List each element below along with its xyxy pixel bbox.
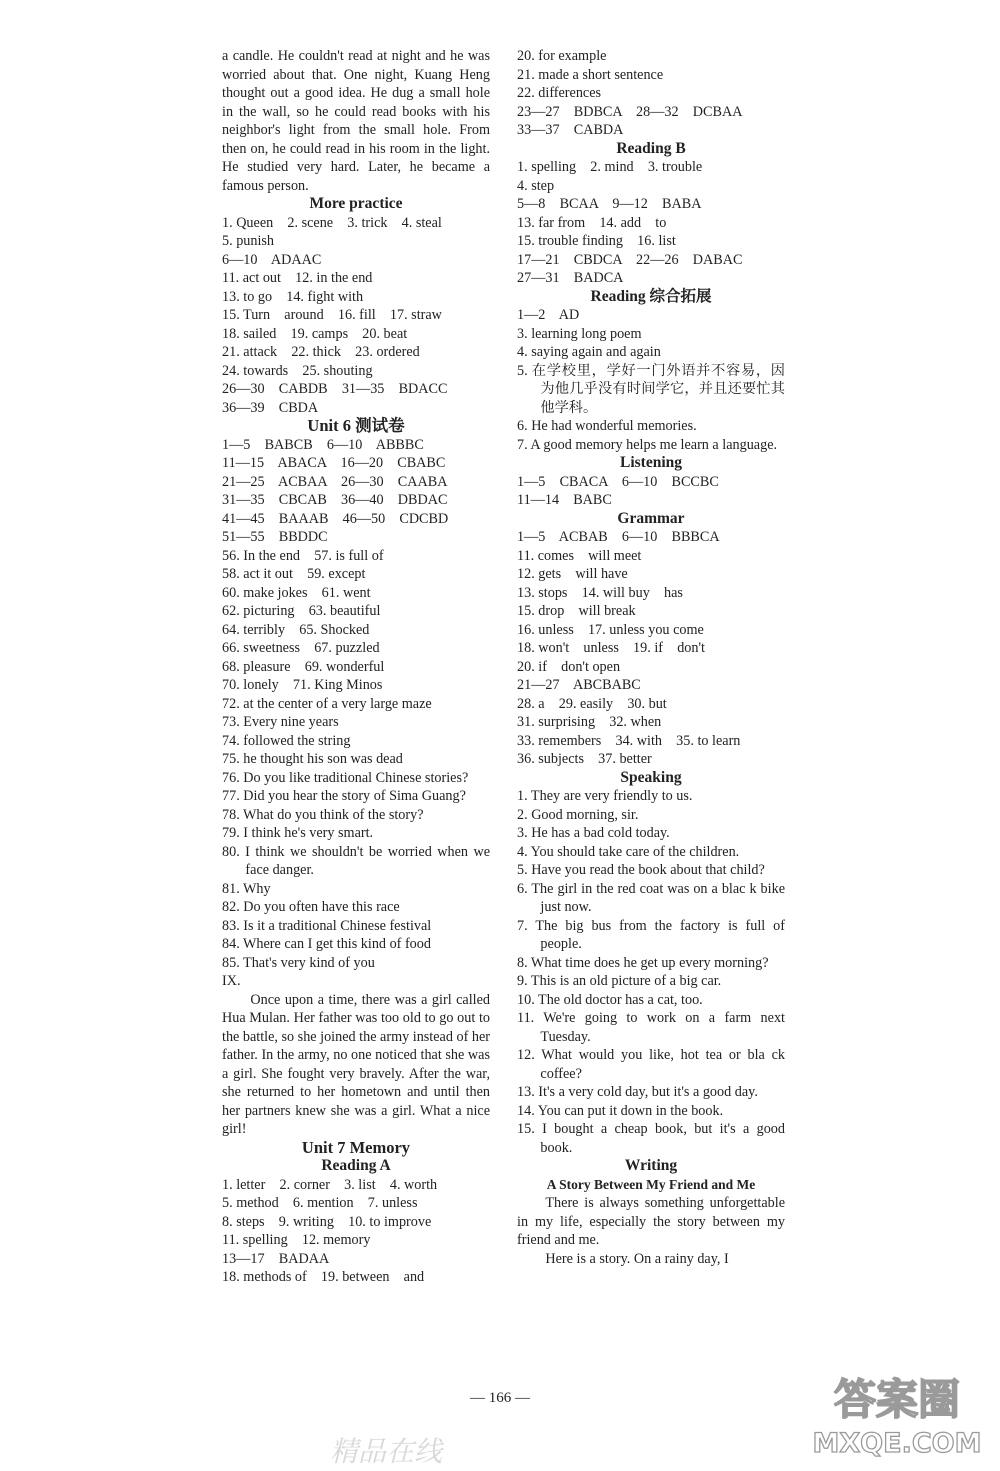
answer-line: 20. for example <box>517 48 607 64</box>
answer-line: 3. He has a bad cold today. <box>517 825 670 841</box>
section-heading: Listening <box>619 454 682 471</box>
answer-line: 21—27 ABCBABC <box>517 677 641 693</box>
answer-line: 18. sailed 19. camps 20. beat <box>222 325 408 342</box>
answer-line: 31. surprising 32. when <box>517 714 662 730</box>
answer-line: 6. He had wonderful memories. <box>517 418 697 434</box>
answer-line: 84. Where can I get this kind of food <box>222 936 431 952</box>
answer-line: 1—5 BABCB 6—10 ABBBC <box>222 436 424 453</box>
answer-line: 5. method 6. mention 7. unless <box>222 1195 418 1211</box>
watermark-logo <box>812 1366 982 1461</box>
answer-line: 13—17 BADAA <box>222 1250 330 1267</box>
answer-line: 16. unless 17. unless you come <box>517 621 704 638</box>
answer-line: 27—31 BADCA <box>517 270 624 286</box>
left-column <box>222 47 490 1287</box>
answer-line: 36. subjects 37. better <box>517 751 652 767</box>
answer-line: 5. Have you read the book about that child? <box>517 862 765 878</box>
answer-line: 75. he thought his son was dead <box>222 751 403 767</box>
answer-line: 68. pleasure 69. wonderful <box>222 658 385 675</box>
answer-line: 28. a 29. easily 30. but <box>517 695 667 712</box>
answer-line: 4. step <box>517 177 555 194</box>
answer-line: 7. The big bus from the factory is full of people. <box>517 917 785 952</box>
answer-line: 5. 在学校里，学好一门外语并不容易，因为他几乎没有时间学它，并且还要忙其他学科。 <box>517 362 785 416</box>
answer-line: 8. What time does he get up every morning? <box>517 954 769 971</box>
answer-line: 15. drop will break <box>517 603 636 619</box>
answer-line: 12. gets will have <box>517 566 628 582</box>
answer-line: 7. A good memory helps me learn a language. <box>517 436 778 453</box>
answer-line: 26—30 CABDB 31—35 BDACC <box>222 381 448 397</box>
right-column <box>517 47 785 1268</box>
answer-line: 1—5 ACBAB 6—10 BBBCA <box>517 529 720 545</box>
answer-line: 11—15 ABACA 16—20 CBABC <box>222 455 446 471</box>
answer-line: 33. remembers 34. with 35. to learn <box>517 732 741 749</box>
answer-line: 17—21 CBDCA 22—26 DABAC <box>517 251 743 268</box>
answer-line: 21. made a short sentence <box>517 66 664 83</box>
watermark-cn-text: 答案圈 <box>833 1375 961 1424</box>
answer-line: 33—37 CABDA <box>517 122 624 138</box>
answer-line: 56. In the end 57. is full of <box>222 547 384 564</box>
answer-line: 1. They are very friendly to us. <box>517 788 693 804</box>
section-heading: Grammar <box>617 509 685 527</box>
answer-line: 1—2 AD <box>517 307 580 323</box>
answer-line: 82. Do you often have this race <box>222 899 400 915</box>
answer-line: 13. stops 14. will buy has <box>517 584 683 601</box>
answer-line: 11. comes will meet <box>517 547 642 564</box>
answer-line: 13. far from 14. add to <box>517 214 667 231</box>
answer-line: 4. You should take care of the children. <box>517 843 740 860</box>
answer-line: 36—39 CBDA <box>222 399 319 416</box>
answer-line: 79. I think he's very smart. <box>222 825 374 841</box>
answer-line: 58. act it out 59. except <box>222 566 366 582</box>
answer-line: 78. What do you think of the story? <box>222 806 424 823</box>
answer-line: IX. <box>222 973 241 989</box>
answer-line: 12. What would you like, hot tea or bla ck coffee? <box>517 1047 785 1082</box>
answer-line: 85. That's very kind of you <box>222 954 375 971</box>
answer-line: 20. if don't open <box>517 658 621 675</box>
answer-line: 10. The old doctor has a cat, too. <box>517 991 703 1008</box>
answer-line: 15. trouble finding 16. list <box>517 233 676 249</box>
answer-line: 9. This is an old picture of a big car. <box>517 973 722 989</box>
watermark-url-text: MXQE.COM <box>812 1428 982 1459</box>
answer-line: 51—55 BBDDC <box>222 529 328 545</box>
section-heading: Unit 7 Memory <box>301 1137 411 1157</box>
section-heading: Speaking <box>620 768 682 786</box>
section-heading: Reading B <box>616 139 686 157</box>
answer-line: 72. at the center of a very large maze <box>222 695 432 712</box>
answer-line: 80. I think we shouldn't be worried when we face danger. <box>222 843 490 878</box>
answer-line: 8. steps 9. writing 10. to improve <box>222 1213 432 1230</box>
answer-line: 18. won't unless 19. if don't <box>517 640 705 656</box>
answer-line: 11. spelling 12. memory <box>222 1232 371 1248</box>
section-heading: Reading A <box>321 1157 391 1174</box>
answer-line: 83. Is it a traditional Chinese festival <box>222 917 432 934</box>
answer-line: 64. terribly 65. Shocked <box>222 621 370 638</box>
text-paragraph: Here is a story. On a rainy day, I <box>545 1250 729 1267</box>
section-heading: More practice <box>309 195 403 212</box>
answer-line: 15. Turn around 16. fill 17. straw <box>222 307 442 323</box>
answer-line: 13. to go 14. fight with <box>222 288 364 305</box>
page-number: — 166 — <box>470 1390 530 1406</box>
answer-line: 14. You can put it down in the book. <box>517 1102 724 1119</box>
answer-line: 1. Queen 2. scene 3. trick 4. steal <box>222 214 442 231</box>
answer-line: 77. Did you hear the story of Sima Guang? <box>222 788 466 804</box>
section-heading: Unit 6 测试卷 <box>307 416 405 435</box>
answer-line: 81. Why <box>222 880 271 897</box>
answer-line: 1—5 CBACA 6—10 BCCBC <box>517 473 719 490</box>
text-paragraph: a candle. He couldn't read at night and he was worried about that. One night, Kuang Heng thought out a good idea. He dug a small hole in the wall, so he could read books with his neighbor's light from the small hole. From then on, he could read in his room in the light. He studied very hard. Later, he became a famous person. <box>222 48 490 194</box>
section-heading: Writing <box>624 1157 678 1174</box>
answer-line: 13. It's a very cold day, but it's a good day. <box>517 1084 758 1100</box>
answer-line: 60. make jokes 61. went <box>222 584 371 601</box>
answer-line: 41—45 BAAAB 46—50 CDCBD <box>222 510 449 527</box>
answer-line: 21—25 ACBAA 26—30 CAABA <box>222 473 448 490</box>
answer-line: 1. spelling 2. mind 3. trouble <box>517 159 703 175</box>
answer-line: 5. punish <box>222 233 275 249</box>
answer-line: 22. differences <box>517 85 602 101</box>
text-paragraph: There is always something unforgettable in my life, especially the story between my friend and me. <box>517 1195 785 1248</box>
answer-line: 66. sweetness 67. puzzled <box>222 640 380 656</box>
answer-line: 5—8 BCAA 9—12 BABA <box>517 196 702 212</box>
answer-line: 31—35 CBCAB 36—40 DBDAC <box>222 492 448 508</box>
faint-stamp: 精品在线 <box>330 1435 443 1468</box>
answer-line: 23—27 BDBCA 28—32 DCBAA <box>517 103 743 120</box>
section-heading: A Story Between My Friend and Me <box>546 1176 756 1192</box>
answer-line: 1. letter 2. corner 3. list 4. worth <box>222 1176 438 1193</box>
answer-line: 62. picturing 63. beautiful <box>222 603 381 619</box>
answer-line: 73. Every nine years <box>222 714 339 730</box>
answer-line: 11. We're going to work on a farm next Tuesday. <box>517 1010 785 1045</box>
answer-line: 24. towards 25. shouting <box>222 362 373 379</box>
answer-line: 6—10 ADAAC <box>222 251 322 268</box>
answer-line: 11—14 BABC <box>517 492 612 508</box>
answer-line: 15. I bought a cheap book, but it's a good book. <box>517 1121 785 1156</box>
answer-line: 11. act out 12. in the end <box>222 270 373 286</box>
answer-line: 74. followed the string <box>222 732 351 749</box>
answer-line: 21. attack 22. thick 23. ordered <box>222 344 420 360</box>
answer-line: 6. The girl in the red coat was on a blac k bike just now. <box>517 880 785 915</box>
answer-line: 18. methods of 19. between and <box>222 1269 425 1285</box>
section-heading: Reading 综合拓展 <box>590 287 712 305</box>
answer-line: 3. learning long poem <box>517 325 642 342</box>
answer-line: 76. Do you like traditional Chinese stories? <box>222 769 469 786</box>
text-paragraph: Once upon a time, there was a girl called Hua Mulan. Her father was too old to go out to the battle, so she joined the army instead of her father. In the army, no one noticed that she was a girl. She fought very bravely. After the war, she returned to her hometown and until then her partners knew she was a girl. What a nice girl! <box>222 991 490 1137</box>
answer-line: 70. lonely 71. King Minos <box>222 677 383 693</box>
answer-line: 2. Good morning, sir. <box>517 806 639 823</box>
answer-line: 4. saying again and again <box>517 344 661 360</box>
